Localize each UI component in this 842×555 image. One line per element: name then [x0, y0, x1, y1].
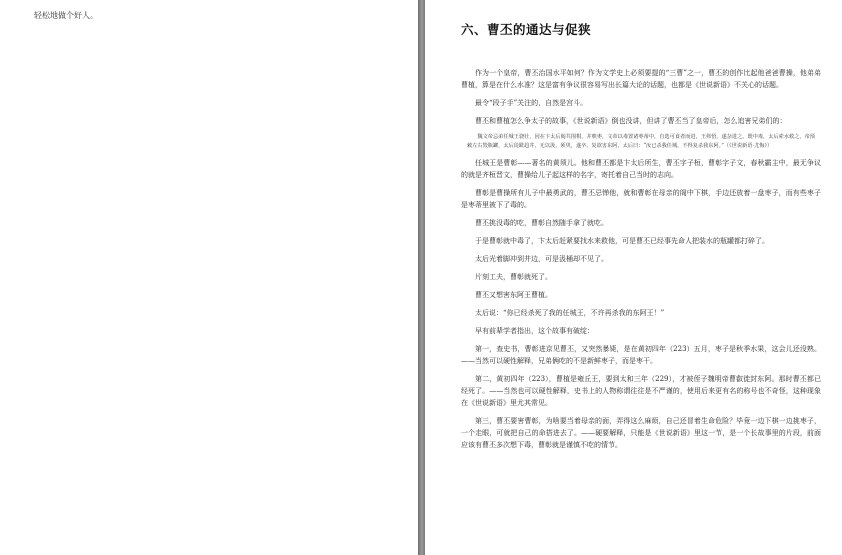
paragraph: 曹彰是曹操所有儿子中最勇武的，曹丕忌惮他，就和曹彰在母亲的阁中下棋，手边还放着一盘枣子，而有些枣子是枣蒂里被下了毒的。 [461, 189, 821, 210]
right-page [425, 0, 842, 555]
paragraph: 第一，查史书，曹彰进京见曹丕，又突然暴毙，是在黄初四年（223）五月，枣子是秋季水果，这会儿还没熟。——当然可以硬性解释，兄弟俩吃的不是新鲜枣子，而是枣干。 [461, 345, 821, 366]
paragraph: 第三，曹丕要害曹彰，为啥要当着母亲的面，弄得这么麻烦，自己还冒着生命危险？毕竟一边下棋一边挑枣子，一个走眼，可就把自己的命搭进去了。——硬要解释，只能是《世说新语》里这一节，是一个长故事里的片段，前面应该有曹丕多次想下毒，曹彰就是谨慎不吃的情节。 [461, 417, 821, 450]
paragraph: 第二，黄初四年（223），曹植是雍丘王，要到太和三年（229），才被侄子魏明帝曹叡徙封东阿。那时曹丕都已经死了。——当然也可以硬性解释，史书上的人物称谓往往是不严谨的，使用后来更有名的称号也不奇怪，这种现象在《世说新语》里尤其常见。 [461, 375, 821, 408]
paragraph: 曹丕又想害东阿王曹植。 [475, 291, 552, 300]
paragraph: 任城王是曹彰——著名的黄须儿。他和曹丕都是卞太后所生，曹丕字子桓，曹彰字子文，春秋霸主中，最无争议的就是齐桓晋文，曹操给儿子起这样的名字，寄托着自己当时的志向。 [461, 159, 821, 180]
left-page [0, 0, 418, 555]
body-text [461, 67, 821, 457]
left-page-continuation-text: 轻松地做个好人。 [34, 11, 98, 20]
block-quote: 魏文帝忌弟任城王骁壮，因在卞太后阁共围棋，并啖枣，文帝以毒置诸枣蒂中，自选可食者而进，王弗悟，遂杂进之。既中毒，太后索水救之，帝预敕左右毁瓶罐，太后徒跣趋井，无以汲，须臾，遂卒。复欲害东阿，太后曰：“汝已杀我任城，不得复杀我东阿。”（《世说新语·尤悔》） [467, 134, 815, 149]
paragraph: 最令“段子手”关注的，自然是宫斗。 [475, 99, 588, 107]
paragraph: 早有前辈学者指出，这个故事有破绽： [475, 327, 594, 336]
paragraph: 曹丕挑没毒的吃，曹彰自然随手拿了就吃。 [475, 219, 608, 228]
book-gutter [418, 0, 425, 555]
paragraph: 太后光着脚冲到井边，可是汲桶却不见了。 [475, 255, 608, 264]
paragraph: 于是曹彰就中毒了，卞太后赶紧要找水来救他，可是曹丕已经事先命人把装水的瓶罐都打碎了。 [475, 237, 769, 246]
section-heading: 六、曹丕的通达与促狭 [461, 22, 592, 37]
paragraph: 太后说：“你已经杀死了我的任城王，不许再杀我的东阿王！” [475, 309, 665, 318]
paragraph: 片刻工夫，曹彰就死了。 [475, 273, 552, 282]
paragraph: 作为一个皇帝，曹丕治国水平如何？作为文学史上必须要提的“三曹”之一，曹丕的创作比起他爸爸曹操，他弟弟曹植，算是在什么水准？这是富有争议很容易写出长篇大论的话题，也都是《世说新语》不关心的话题。 [461, 69, 821, 89]
paragraph: 曹丕和曹植怎么争太子的故事，《世说新语》倒也没讲，但讲了曹丕当了皇帝后，怎么追害兄弟们的： [475, 117, 787, 125]
